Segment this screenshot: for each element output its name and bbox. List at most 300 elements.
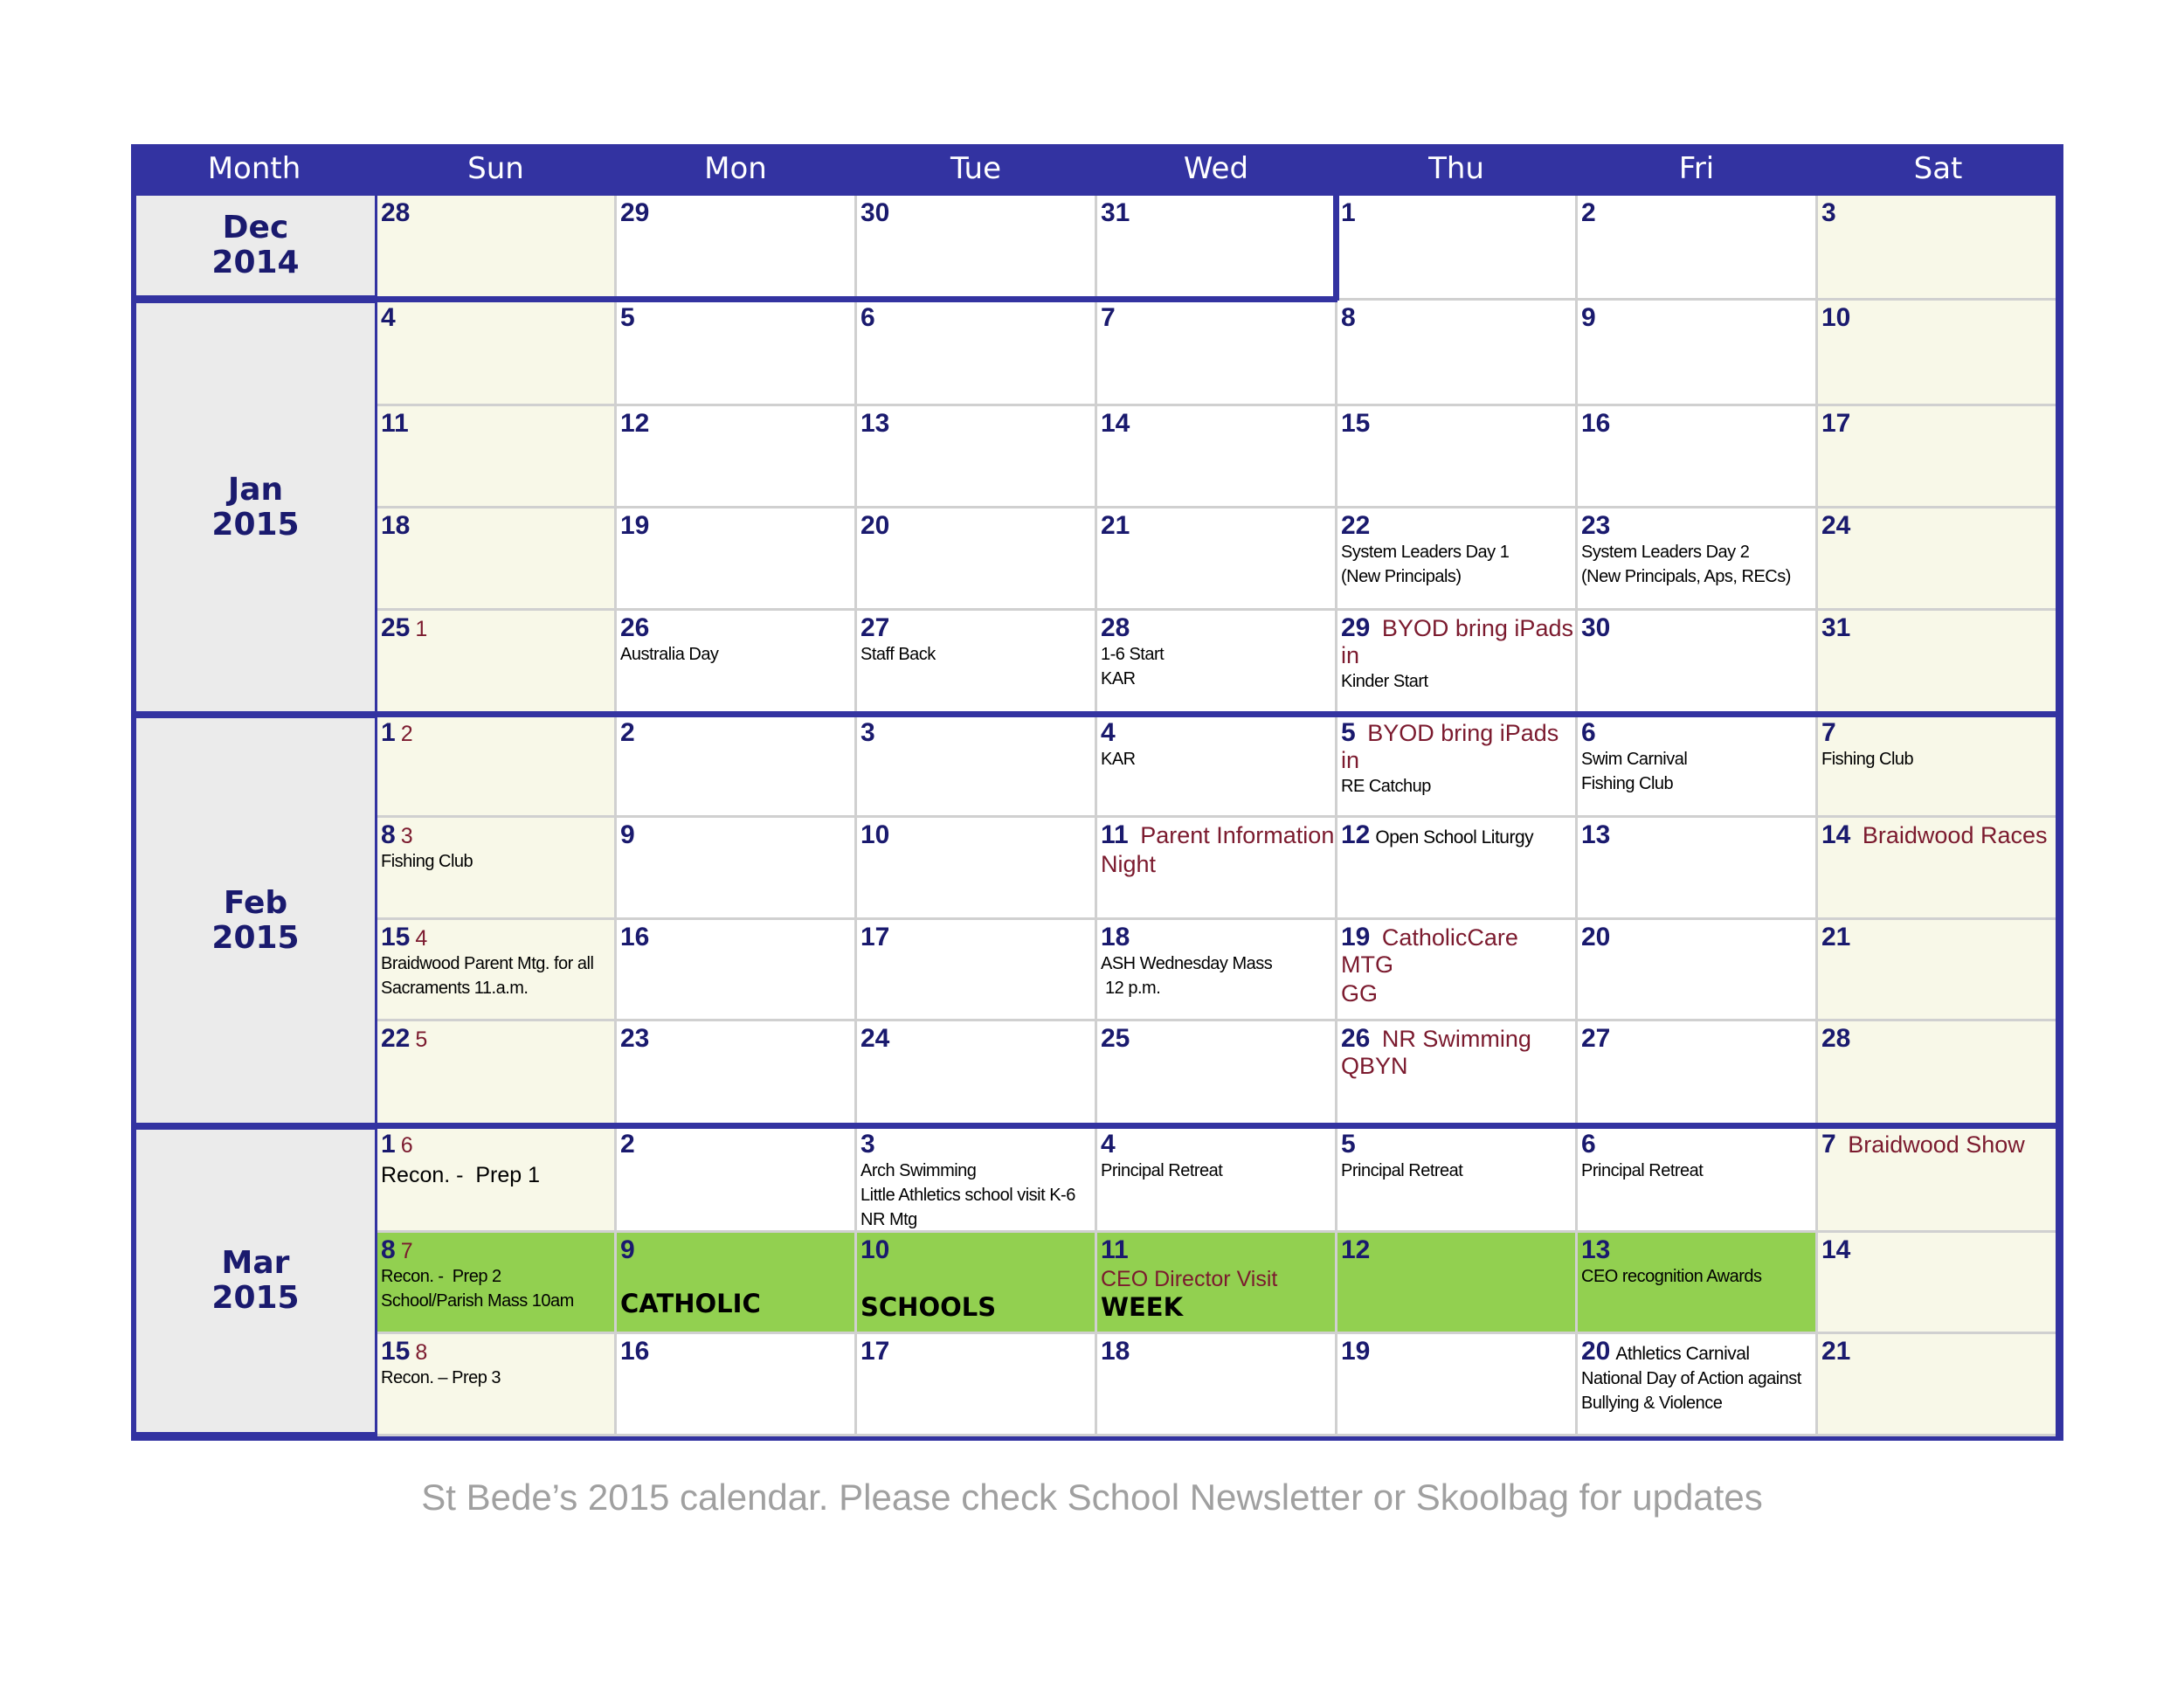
event-title: NR Swimming QBYN (1341, 1026, 1531, 1079)
day-cell[interactable] (1097, 1334, 1337, 1436)
event-note: Arch Swimming (860, 1161, 977, 1180)
event-note: Recon. - Prep 2 (381, 1267, 501, 1286)
school-week-number: 7 (400, 1239, 413, 1263)
day-number: 16 (1581, 409, 1611, 438)
day-number: 7 (1821, 718, 1836, 747)
day-line (860, 199, 1095, 227)
day-number: 2 (620, 718, 635, 747)
event-note: NR Mtg (860, 1210, 917, 1229)
day-cell[interactable] (1578, 818, 1818, 920)
day-line (381, 821, 614, 849)
day-line (381, 1236, 614, 1264)
day-cell[interactable] (857, 196, 1097, 301)
day-cell[interactable] (377, 716, 617, 818)
day-cell[interactable] (1337, 1127, 1578, 1233)
day-cell[interactable] (617, 611, 857, 716)
day-cell[interactable] (617, 1334, 857, 1436)
event-title-continued: Night (1101, 851, 1157, 877)
school-week-number: 8 (415, 1340, 428, 1365)
event-note: Fishing Club (1581, 774, 1674, 793)
day-line (381, 924, 614, 951)
day-cell[interactable] (1097, 818, 1337, 920)
day-line (1581, 1338, 1815, 1366)
day-line (860, 1025, 1095, 1053)
header-thu: Thu (1337, 144, 1575, 193)
day-line (1341, 821, 1575, 850)
day-number: 10 (860, 1235, 890, 1264)
day-line (1341, 719, 1575, 774)
day-cell[interactable] (1337, 1021, 1578, 1127)
event-note: KAR (1101, 669, 1136, 688)
day-line (860, 821, 1095, 849)
day-cell[interactable] (1337, 920, 1578, 1021)
day-cell[interactable] (377, 611, 617, 716)
day-number: 13 (1581, 1235, 1611, 1264)
day-cell[interactable] (1818, 611, 2056, 716)
day-number: 26 (620, 613, 650, 642)
event-banner-word: CATHOLIC (620, 1289, 761, 1318)
day-line (620, 1131, 854, 1159)
day-cell[interactable] (857, 1334, 1097, 1436)
event-note-highlight: CEO Director Visit (1101, 1267, 1278, 1291)
event-note: Recon. – Prep 3 (381, 1368, 501, 1387)
day-number: 18 (1101, 923, 1130, 951)
day-line (1581, 924, 1815, 951)
event-note: (New Principals) (1341, 567, 1462, 586)
day-line (1821, 1236, 2056, 1264)
day-number: 10 (1821, 303, 1851, 332)
event-title: BYOD bring iPads in (1341, 720, 1559, 773)
day-number: 23 (1581, 511, 1611, 540)
day-number: 6 (860, 303, 875, 332)
day-line (620, 924, 854, 951)
day-number: 28 (381, 198, 411, 227)
month-name: Mar (221, 1245, 290, 1281)
day-cell[interactable] (1337, 716, 1578, 818)
day-cell[interactable] (857, 611, 1097, 716)
day-cell[interactable] (1818, 716, 2056, 818)
day-line (1101, 719, 1335, 747)
day-number: 14 (1821, 1235, 1851, 1264)
event-note: Little Athletics school visit K-6 (860, 1186, 1075, 1205)
header-sun: Sun (377, 144, 614, 193)
day-cell[interactable] (1337, 611, 1578, 716)
day-cell[interactable] (1818, 1021, 2056, 1127)
day-line (1581, 512, 1815, 540)
event-banner-word: SCHOOLS (860, 1292, 997, 1322)
school-week-number: 4 (415, 926, 428, 951)
day-cell[interactable] (857, 716, 1097, 818)
day-line (620, 199, 854, 227)
month-cell-jan (136, 303, 375, 711)
day-line (1581, 821, 1815, 849)
day-number: 14 (1101, 409, 1130, 438)
day-cell[interactable] (377, 1127, 617, 1233)
day-number: 14 (1821, 820, 1851, 849)
day-line (1821, 512, 2056, 540)
day-cell[interactable] (1097, 1233, 1337, 1334)
day-cell[interactable] (1578, 1127, 1818, 1233)
day-line (1821, 410, 2056, 438)
day-line (381, 719, 614, 747)
day-cell[interactable] (617, 196, 857, 301)
day-number: 21 (1821, 923, 1851, 951)
day-number: 2 (620, 1130, 635, 1159)
day-line (1581, 199, 1815, 227)
footer-note: St Bede’s 2015 calendar. Please check School Newsletter or Skoolbag for updates (421, 1477, 1763, 1518)
header-mon: Mon (617, 144, 854, 193)
day-number: 21 (1821, 1337, 1851, 1366)
event-note: Swim Carnival (1581, 750, 1688, 769)
day-cell[interactable] (1818, 818, 2056, 920)
day-number: 29 (1341, 613, 1371, 642)
day-cell[interactable] (857, 508, 1097, 611)
day-line (1581, 304, 1815, 332)
day-cell[interactable] (1578, 301, 1818, 406)
day-line (1341, 1025, 1575, 1080)
day-cell[interactable] (1818, 1334, 2056, 1436)
day-line (381, 304, 614, 332)
header-wed: Wed (1097, 144, 1335, 193)
month-year: 2014 (211, 245, 300, 280)
event-title: Braidwood Show (1841, 1131, 2025, 1158)
month-separator (1333, 193, 1339, 301)
day-line (1101, 410, 1335, 438)
day-number: 5 (1341, 1130, 1356, 1159)
day-line (381, 614, 614, 642)
day-line (620, 821, 854, 849)
month-label (211, 1246, 299, 1316)
school-week-number: 1 (415, 617, 428, 641)
day-number: 31 (1101, 198, 1130, 227)
month-year: 2015 (211, 506, 300, 543)
event-note: KAR (1101, 750, 1136, 769)
day-cell[interactable] (1818, 1233, 2056, 1334)
day-cell[interactable] (377, 508, 617, 611)
day-number: 12 (620, 409, 650, 438)
event-note: Kinder Start (1341, 672, 1428, 691)
day-line (620, 1025, 854, 1053)
day-line (1821, 199, 2056, 227)
day-number: 4 (381, 303, 396, 332)
day-line (860, 1131, 1095, 1159)
day-cell[interactable] (1578, 611, 1818, 716)
day-number: 15 (381, 923, 411, 951)
day-cell[interactable] (377, 1233, 617, 1334)
day-line (1101, 304, 1335, 332)
day-number: 7 (1101, 303, 1116, 332)
day-cell[interactable] (1097, 611, 1337, 716)
month-year: 2015 (211, 1280, 300, 1316)
day-line (620, 410, 854, 438)
month-label (211, 211, 299, 280)
day-cell[interactable] (1097, 1021, 1337, 1127)
day-line (381, 199, 614, 227)
header-sat: Sat (1818, 144, 2058, 193)
calendar-grid (131, 144, 2063, 1441)
day-number: 20 (860, 511, 890, 540)
month-cell-feb (136, 718, 375, 1123)
day-number: 30 (860, 198, 890, 227)
day-cell[interactable] (1818, 920, 2056, 1021)
event-title-continued: GG (1341, 980, 1379, 1007)
day-line (860, 1236, 1095, 1264)
day-line (1581, 614, 1815, 642)
day-number: 22 (381, 1024, 411, 1053)
day-line (1821, 1338, 2056, 1366)
day-line (1101, 821, 1335, 849)
day-cell[interactable] (377, 1021, 617, 1127)
day-number: 4 (1101, 1130, 1116, 1159)
day-cell[interactable] (1097, 196, 1337, 301)
month-label (211, 473, 299, 543)
day-number: 15 (1341, 409, 1371, 438)
day-number: 9 (620, 1235, 635, 1264)
event-note: Australia Day (620, 645, 719, 664)
day-line (860, 614, 1095, 642)
day-cell[interactable] (617, 508, 857, 611)
school-week-number: 3 (400, 824, 413, 848)
event-note: Principal Retreat (1101, 1161, 1223, 1180)
day-cell[interactable] (377, 1334, 617, 1436)
day-cell[interactable] (377, 301, 617, 406)
event-title: BYOD bring iPads in (1341, 615, 1573, 668)
day-cell[interactable] (857, 818, 1097, 920)
day-cell[interactable] (1337, 1233, 1578, 1334)
event-note: Staff Back (860, 645, 936, 664)
day-cell[interactable] (1818, 406, 2056, 508)
day-number: 27 (1581, 1024, 1611, 1053)
school-week-number: 6 (400, 1133, 413, 1158)
day-number: 18 (381, 511, 411, 540)
day-line (1101, 1131, 1335, 1159)
day-number: 28 (1101, 613, 1130, 642)
day-line (860, 512, 1095, 540)
day-cell[interactable] (1337, 818, 1578, 920)
day-line (1101, 1338, 1335, 1366)
day-cell[interactable] (1097, 301, 1337, 406)
month-separator (131, 711, 2063, 717)
event-title: CatholicCare MTG (1341, 924, 1518, 978)
day-line (1581, 1025, 1815, 1053)
day-cell[interactable] (1818, 196, 2056, 301)
event-note: CEO recognition Awards (1581, 1267, 1762, 1286)
day-number: 1 (1341, 198, 1356, 227)
day-number: 6 (1581, 1130, 1596, 1159)
month-label (211, 886, 299, 956)
day-number: 19 (1341, 923, 1371, 951)
day-number: 9 (620, 820, 635, 849)
day-cell[interactable] (1337, 301, 1578, 406)
day-line (1341, 199, 1575, 227)
day-cell[interactable] (617, 1233, 857, 1334)
day-line (381, 1338, 614, 1366)
day-cell[interactable] (1578, 406, 1818, 508)
day-number: 13 (1581, 820, 1611, 849)
day-number: 20 (1581, 1337, 1611, 1366)
event-note: Recon. - Prep 1 (381, 1163, 541, 1187)
event-note: Bullying & Violence (1581, 1394, 1723, 1413)
day-number: 31 (1821, 613, 1851, 642)
day-number: 17 (860, 923, 890, 951)
day-line (381, 512, 614, 540)
day-number: 23 (620, 1024, 650, 1053)
month-separator (131, 296, 1337, 302)
month-name: Dec (222, 210, 289, 246)
day-cell[interactable] (857, 920, 1097, 1021)
day-line (620, 614, 854, 642)
day-cell[interactable] (377, 406, 617, 508)
month-year: 2015 (211, 919, 300, 956)
day-number: 25 (1101, 1024, 1130, 1053)
day-line (860, 410, 1095, 438)
day-number: 30 (1581, 613, 1611, 642)
event-note: (New Principals, Aps, RECs) (1581, 567, 1791, 586)
day-cell[interactable] (1578, 1021, 1818, 1127)
day-number: 27 (860, 613, 890, 642)
event-note: Braidwood Parent Mtg. for all (381, 954, 594, 973)
school-week-number: 5 (415, 1027, 428, 1052)
event-note: RE Catchup (1341, 777, 1431, 796)
day-line (1821, 1131, 2056, 1159)
day-number: 2 (1581, 198, 1596, 227)
day-number: 18 (1101, 1337, 1130, 1366)
day-line (1821, 304, 2056, 332)
day-number: 17 (1821, 409, 1851, 438)
day-number: 3 (860, 718, 875, 747)
day-cell[interactable] (617, 716, 857, 818)
day-line (381, 1025, 614, 1053)
day-cell[interactable] (1337, 508, 1578, 611)
day-line (860, 304, 1095, 332)
day-cell[interactable] (1578, 920, 1818, 1021)
month-name: Feb (223, 884, 288, 921)
day-line (1581, 410, 1815, 438)
day-cell[interactable] (1818, 508, 2056, 611)
day-line (620, 304, 854, 332)
day-line (860, 719, 1095, 747)
day-cell[interactable] (857, 1021, 1097, 1127)
day-line (860, 1338, 1095, 1366)
day-line (1341, 1131, 1575, 1159)
event-note: Athletics Carnival (1615, 1344, 1750, 1364)
day-number: 16 (620, 923, 650, 951)
day-cell[interactable] (1337, 1334, 1578, 1436)
day-number: 10 (860, 820, 890, 849)
day-cell[interactable] (857, 1127, 1097, 1233)
day-number: 16 (620, 1337, 650, 1366)
day-cell[interactable] (617, 1127, 857, 1233)
day-cell[interactable] (1097, 406, 1337, 508)
school-week-number: 2 (400, 722, 413, 746)
day-cell[interactable] (1097, 508, 1337, 611)
event-title: Parent Information (1133, 822, 1335, 848)
day-cell[interactable] (1578, 1233, 1818, 1334)
day-cell[interactable] (1337, 406, 1578, 508)
day-line (1821, 924, 2056, 951)
day-line (620, 719, 854, 747)
day-cell[interactable] (617, 301, 857, 406)
day-cell[interactable] (1578, 196, 1818, 301)
day-number: 11 (1101, 1235, 1129, 1264)
day-number: 26 (1341, 1024, 1371, 1053)
day-number: 5 (620, 303, 635, 332)
day-line (1821, 1025, 2056, 1053)
day-number: 1 (381, 718, 396, 747)
day-number: 7 (1821, 1130, 1836, 1159)
event-note: Fishing Club (1821, 750, 1914, 769)
event-note: 1-6 Start (1101, 645, 1165, 664)
day-cell[interactable] (377, 818, 617, 920)
day-number: 24 (860, 1024, 890, 1053)
day-number: 15 (381, 1337, 411, 1366)
day-line (1101, 1236, 1335, 1264)
day-cell[interactable] (857, 1233, 1097, 1334)
month-separator (131, 1123, 2063, 1129)
day-number: 25 (381, 613, 411, 642)
day-cell[interactable] (1097, 920, 1337, 1021)
day-number: 12 (1341, 1235, 1371, 1264)
day-number: 19 (1341, 1337, 1371, 1366)
day-cell[interactable] (1097, 716, 1337, 818)
day-line (1341, 1236, 1575, 1264)
day-line (1341, 410, 1575, 438)
day-number: 6 (1581, 718, 1596, 747)
day-cell[interactable] (1578, 716, 1818, 818)
day-cell[interactable] (377, 196, 617, 301)
day-number: 11 (381, 409, 409, 438)
event-note: System Leaders Day 2 (1581, 543, 1750, 562)
day-cell[interactable] (1578, 1334, 1818, 1436)
day-number: 28 (1821, 1024, 1851, 1053)
day-cell[interactable] (377, 920, 617, 1021)
day-cell[interactable] (617, 920, 857, 1021)
day-cell[interactable] (617, 1021, 857, 1127)
day-cell[interactable] (617, 406, 857, 508)
month-name: Jan (227, 471, 284, 508)
day-cell[interactable] (857, 301, 1097, 406)
day-number: 3 (860, 1130, 875, 1159)
day-line (1341, 614, 1575, 669)
day-number: 9 (1581, 303, 1596, 332)
day-cell[interactable] (1818, 301, 2056, 406)
day-line (381, 1131, 614, 1159)
event-banner-word: WEEK (1101, 1292, 1184, 1322)
day-number: 12 (1341, 820, 1371, 849)
day-cell[interactable] (617, 818, 857, 920)
event-note: Open School Liturgy (1375, 827, 1534, 847)
day-line (1581, 719, 1815, 747)
day-line (620, 1236, 854, 1264)
day-line (1101, 199, 1335, 227)
event-note: National Day of Action against (1581, 1369, 1801, 1388)
day-number: 4 (1101, 718, 1116, 747)
day-cell[interactable] (857, 406, 1097, 508)
day-cell[interactable] (1818, 1127, 2056, 1233)
event-title: Braidwood Races (1856, 822, 2048, 848)
day-line (381, 410, 614, 438)
day-line (1101, 614, 1335, 642)
day-line (1101, 1025, 1335, 1053)
header-month: Month (134, 144, 375, 193)
day-line (1341, 512, 1575, 540)
day-cell[interactable] (1337, 196, 1578, 301)
day-cell[interactable] (1578, 508, 1818, 611)
day-number: 8 (381, 820, 396, 849)
day-line (1341, 1338, 1575, 1366)
day-number: 19 (620, 511, 650, 540)
day-cell[interactable] (1097, 1127, 1337, 1233)
